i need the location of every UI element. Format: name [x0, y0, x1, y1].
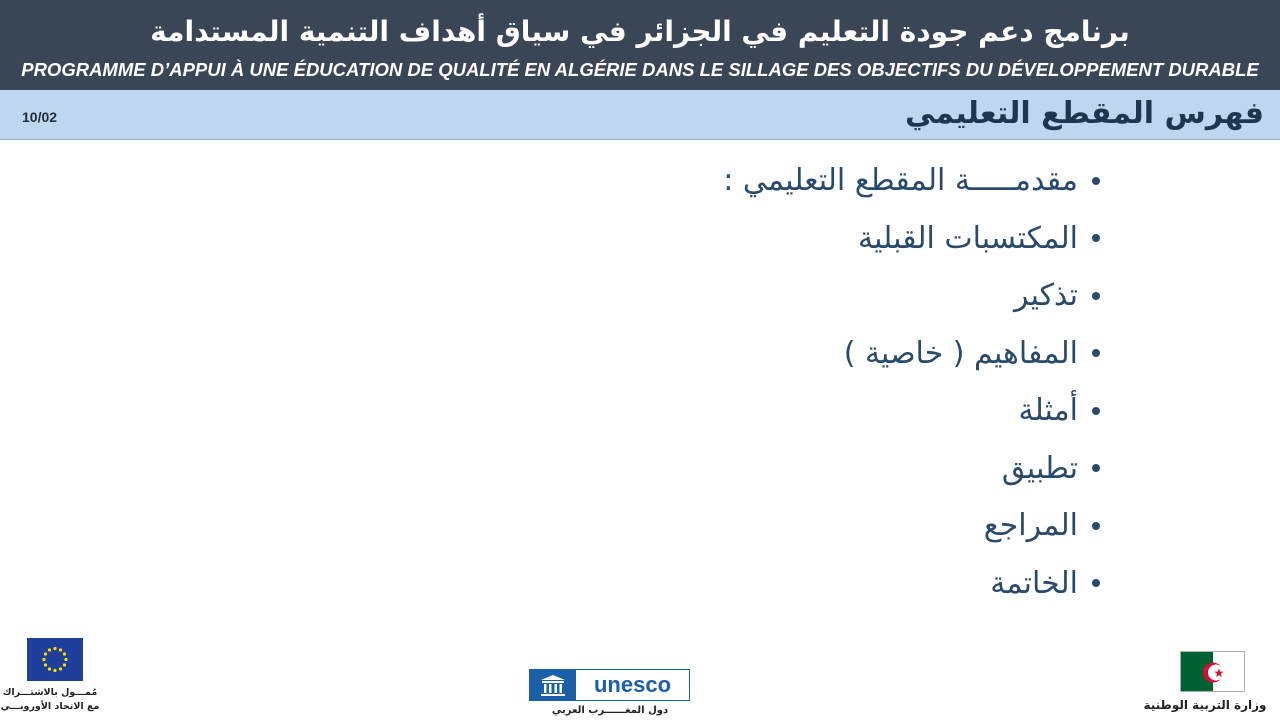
unesco-logo — [529, 669, 690, 701]
toc-item-label: أمثلة — [1018, 393, 1078, 429]
crescent-star-icon — [1181, 652, 1245, 692]
toc-item-label: المكتسبات القبلية — [858, 220, 1078, 256]
toc-item — [400, 325, 1100, 383]
algeria-flag-icon — [1180, 651, 1245, 692]
toc-item — [400, 267, 1100, 325]
eu-flag-icon — [27, 638, 83, 681]
bullet-icon — [1092, 292, 1100, 300]
section-title: فهرس المقطع التعليمي — [904, 96, 1264, 131]
toc-item-label: المفاهيم ( خاصية ) — [843, 335, 1078, 371]
unesco-temple-icon — [530, 670, 576, 700]
toc-item — [400, 497, 1100, 555]
table-of-contents — [400, 152, 1100, 612]
toc-item — [400, 382, 1100, 440]
unesco-caption: دول المغــــــرب العربي — [551, 705, 669, 716]
toc-item-label: المراجع — [983, 508, 1078, 544]
bullet-icon — [1092, 464, 1100, 472]
header-banner — [0, 0, 1280, 90]
page-number: 10/02 — [22, 109, 58, 125]
bullet-icon — [1092, 349, 1100, 357]
bullet-icon — [1092, 579, 1100, 587]
ministry-caption: وزارة التربية الوطنية — [1143, 698, 1267, 712]
eu-caption-line2: مع الاتحاد الأوروبـــي — [0, 701, 100, 712]
toc-item-label: تذكير — [1014, 278, 1078, 314]
eu-stars-icon — [27, 638, 83, 681]
section-bar — [0, 90, 1280, 140]
bullet-icon — [1092, 234, 1100, 242]
program-title-french: PROGRAMME D’APPUI À UNE ÉDUCATION DE QUALITÉ EN ALGÉRIE DANS LE SILLAGE DES OBJECTIFS DU DÉVELOPPEMENT DURABLE — [21, 59, 1259, 80]
bullet-icon — [1092, 177, 1100, 185]
program-title-arabic: برنامج دعم جودة التعليم في الجزائر في سياق أهداف التنمية المستدامة — [150, 15, 1130, 48]
eu-caption-line1: مُمـــول بالاشتـــراك — [2, 687, 98, 698]
toc-item — [400, 152, 1100, 210]
toc-item — [400, 210, 1100, 268]
toc-item-label: الخاتمة — [990, 565, 1078, 601]
unesco-wordmark: unesco — [593, 672, 672, 697]
bullet-icon — [1092, 522, 1100, 530]
bullet-icon — [1092, 407, 1100, 415]
toc-item — [400, 555, 1100, 613]
toc-item — [400, 440, 1100, 498]
toc-item-label: تطبيق — [1001, 450, 1078, 486]
eu-caption — [0, 686, 100, 714]
toc-item-label: مقدمـــــة المقطع التعليمي : — [723, 163, 1078, 199]
